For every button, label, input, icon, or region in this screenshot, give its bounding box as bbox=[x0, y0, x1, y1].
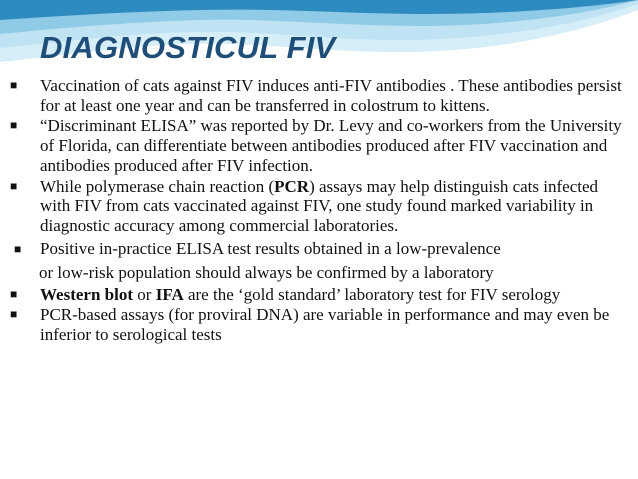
bullet-square-icon: ■ bbox=[10, 78, 18, 92]
bullet-discriminant-elisa bbox=[10, 116, 632, 175]
bullet-text-bold-western-blot: Western blot bbox=[40, 284, 134, 304]
bullet-list bbox=[10, 76, 632, 345]
bullet-text-post: are the ‘gold standard’ laboratory test for FIV serology bbox=[183, 284, 561, 304]
bullet-text-bold-pcr: PCR bbox=[274, 176, 310, 196]
bullet-pcr-based-assays bbox=[10, 305, 632, 344]
bullet-text-bold-ifa: IFA bbox=[155, 284, 184, 304]
bullet-text-pre: While polymerase chain reaction ( bbox=[40, 176, 275, 196]
bullet-square-icon: ■ bbox=[10, 118, 18, 133]
bullet-text: PCR-based assays (for proviral DNA) are variable in performance and may even be inferior to serological tests bbox=[40, 305, 610, 345]
bullet-gold-standard bbox=[10, 285, 632, 305]
bullet-square-icon: ■ bbox=[10, 286, 18, 301]
bullet-positive-elisa bbox=[10, 237, 632, 285]
bullet-square-icon: ■ bbox=[10, 178, 18, 193]
bullet-text-post: ) assays may help distinguish cats infected with FIV from cats vaccinated against FIV, one study found marked variability in diagnostic accuracy among commercial laboratories. bbox=[40, 176, 599, 235]
slide-title: DIAGNOSTICUL FIV bbox=[40, 30, 336, 65]
bullet-text-or: or bbox=[133, 284, 156, 304]
bullet-text-line1: Positive in-practice ELISA test results obtained in a low-prevalence bbox=[40, 238, 501, 258]
bullet-square-icon: ■ bbox=[14, 241, 22, 256]
bullet-vaccination-antibodies bbox=[10, 76, 632, 115]
bullet-text: “Discriminant ELISA” was reported by Dr. Levy and co-workers from the University of Florida, can differentiate between antibodies produced after FIV vaccination and antibodies produced after FIV infection. bbox=[40, 116, 622, 175]
bullet-square-icon: ■ bbox=[10, 307, 18, 322]
bullet-text-line2: or low-risk population should always be confirmed by a laboratory bbox=[39, 262, 494, 282]
bullet-text: Vaccination of cats against FIV induces anti-FIV antibodies . These antibodies persist for at least one year and can be transferred in colostrum to kittens. bbox=[40, 76, 622, 115]
bullet-pcr-assays bbox=[10, 177, 632, 236]
